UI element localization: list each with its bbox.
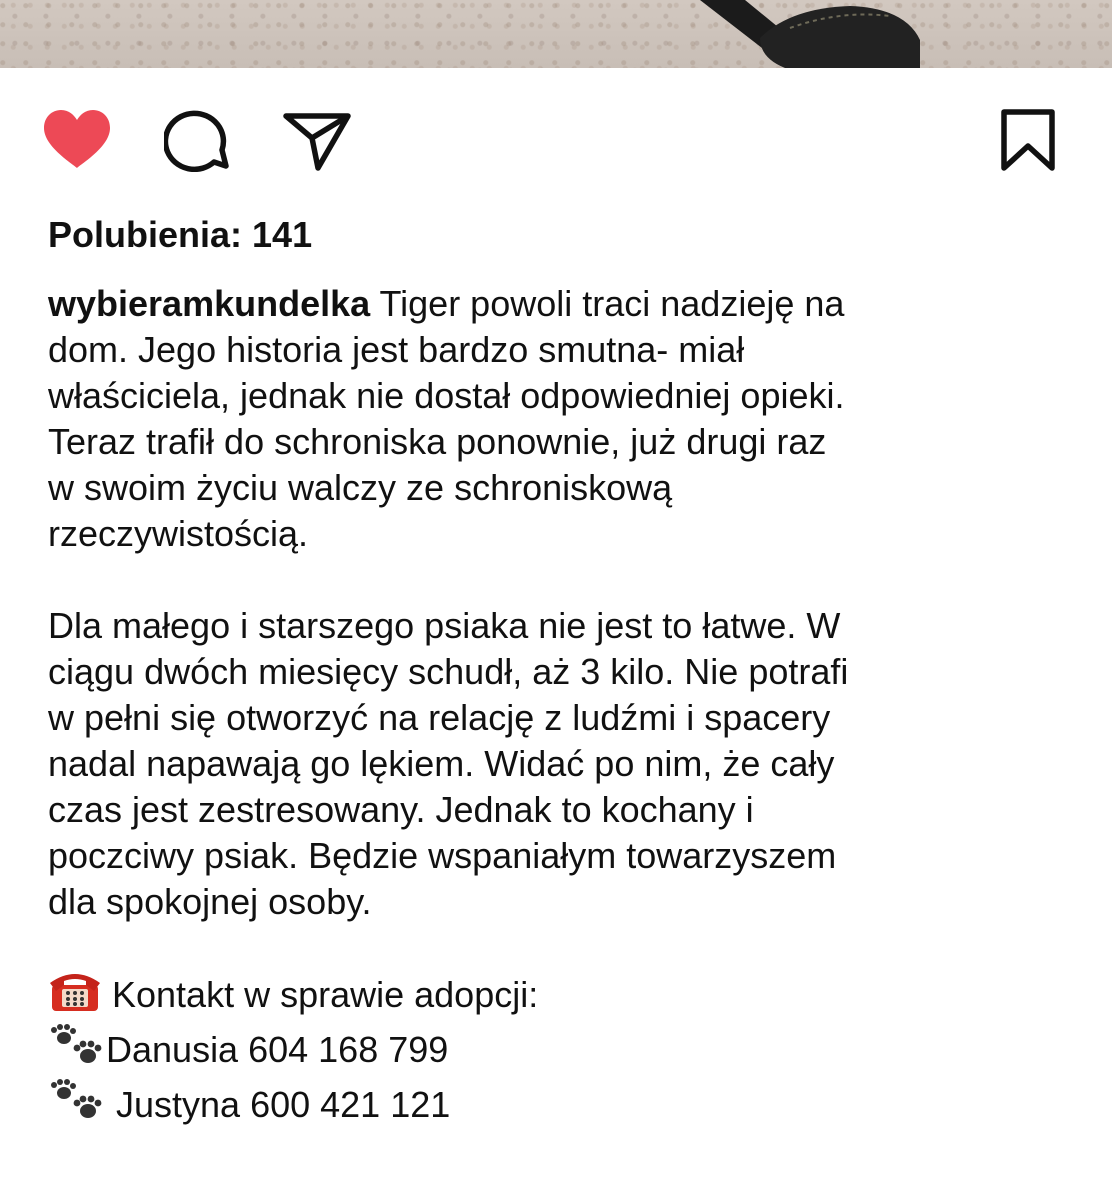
caption-text-1: Tiger powoli traci nadzieję na bbox=[370, 283, 845, 324]
contact-justyna[interactable]: Justyna 600 421 121 bbox=[106, 1084, 451, 1125]
post-action-bar bbox=[0, 100, 1112, 180]
paper-plane-icon bbox=[282, 110, 352, 172]
caption-line-2: dom. Jego historia jest bardzo smutna- miał bbox=[48, 329, 745, 370]
post-caption bbox=[48, 281, 1088, 1134]
contact-heading-line bbox=[48, 971, 1088, 1024]
heart-filled-icon bbox=[40, 108, 114, 172]
caption-username[interactable]: wybieramkundelka bbox=[48, 283, 371, 324]
caption-line-7: Dla małego i starszego psiaka nie jest to łatwe. W bbox=[48, 605, 841, 646]
caption-line-3: właściciela, jednak nie dostał odpowiedniej opieki. bbox=[48, 375, 845, 416]
bookmark-icon bbox=[998, 108, 1058, 172]
caption-line-4: Teraz trafił do schroniska ponownie, już drugi raz bbox=[48, 421, 827, 462]
caption-line-9: w pełni się otworzyć na relację z ludźmi i spacery bbox=[48, 697, 831, 738]
comment-button[interactable] bbox=[164, 110, 230, 172]
caption-line-6: rzeczywistością. bbox=[48, 513, 309, 554]
likes-label: Polubienia: bbox=[48, 214, 243, 255]
caption-line-8: ciągu dwóch miesięcy schudł, aż 3 kilo. Nie potrafi bbox=[48, 651, 849, 692]
post-photo[interactable] bbox=[0, 0, 1112, 68]
likes-count[interactable] bbox=[48, 212, 312, 258]
caption-line-11: czas jest zestresowany. Jednak to kochany i bbox=[48, 789, 754, 830]
contact-line-2 bbox=[48, 1079, 1088, 1134]
caption-spacer bbox=[48, 925, 1088, 971]
telephone-icon bbox=[48, 971, 102, 1024]
photo-content bbox=[0, 0, 1112, 68]
save-button[interactable] bbox=[998, 108, 1058, 172]
caption-line-13: dla spokojnej osoby. bbox=[48, 881, 372, 922]
comment-bubble-icon bbox=[164, 110, 230, 172]
caption-line-5: w swoim życiu walczy ze schroniskową bbox=[48, 467, 673, 508]
caption-spacer bbox=[48, 557, 1088, 603]
contact-heading: Kontakt w sprawie adopcji: bbox=[102, 974, 539, 1015]
like-button[interactable] bbox=[40, 108, 114, 172]
paw-prints-icon bbox=[48, 1024, 106, 1079]
contact-line-1 bbox=[48, 1024, 1088, 1079]
caption-line-10: nadal napawają go lękiem. Widać po nim, że cały bbox=[48, 743, 835, 784]
contact-danusia[interactable]: Danusia 604 168 799 bbox=[106, 1029, 449, 1070]
likes-number: 141 bbox=[252, 214, 313, 255]
caption-line-1 bbox=[48, 281, 1088, 327]
caption-line-12: poczciwy psiak. Będzie wspaniałym towarzyszem bbox=[48, 835, 837, 876]
share-button[interactable] bbox=[282, 110, 352, 172]
paw-prints-icon bbox=[48, 1079, 106, 1134]
